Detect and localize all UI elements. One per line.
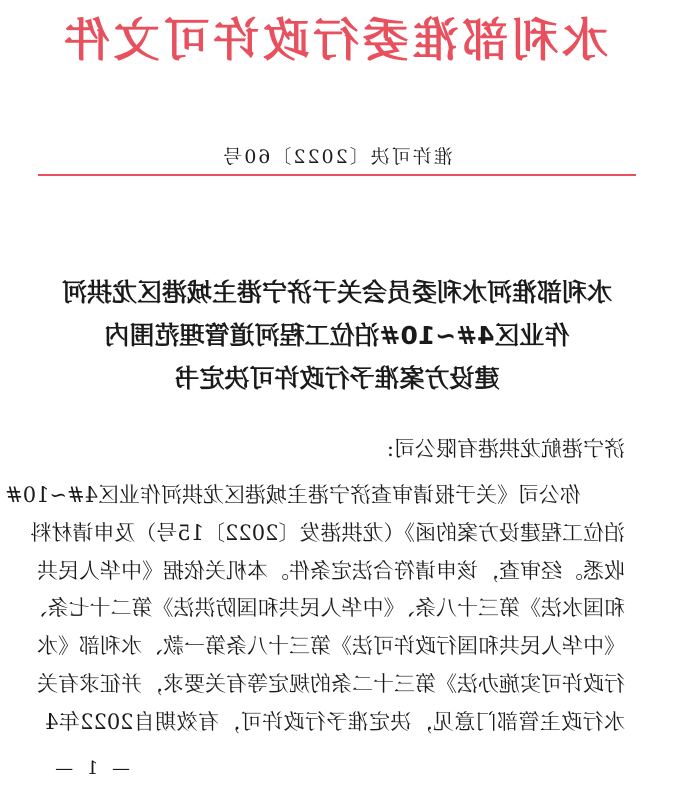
title-line-1: 水利部淮河水利委员会关于济宁港主城港区龙拱河 (62, 278, 613, 307)
issuer-banner: 水利部淮委行政许可文件 (64, 13, 608, 67)
document-number: 淮许可决〔2022〕60号 (221, 146, 453, 168)
body-line: 收悉。经审查，该申请符合法定条件。本机关依据《中华人民共 (37, 559, 625, 583)
body-line: 和国水法》第三十八条、《中华人民共和国防洪法》第二十七条、 (26, 596, 625, 620)
title-line-2: 作业区4#~10#泊位工程河道管理范围内 (104, 321, 570, 350)
body-line: 《中华人民共和国行政许可法》第三十八条第一款、水利部《水 (37, 634, 625, 658)
page-number: — 1 — (51, 758, 130, 779)
body-line: 你公司《关于报请审查济宁港主城港区龙拱河作业区4#~10# (5, 483, 581, 507)
addressee: 济宁港航龙拱港有限公司: (386, 437, 625, 461)
red-divider (38, 174, 636, 176)
body-line: 行政许可实施办法》第三十二条的规定等有关要求，并征求有关 (37, 672, 625, 696)
body-line: 水行政主管部门意见，决定准予行政许可，有效期自2022年4 (45, 710, 625, 734)
body-line: 泊位工程建设方案的函》（龙拱港发〔2022〕15号）及申请材料 (30, 521, 625, 545)
title-line-3: 建设方案准予行政许可决定书 (174, 364, 500, 393)
